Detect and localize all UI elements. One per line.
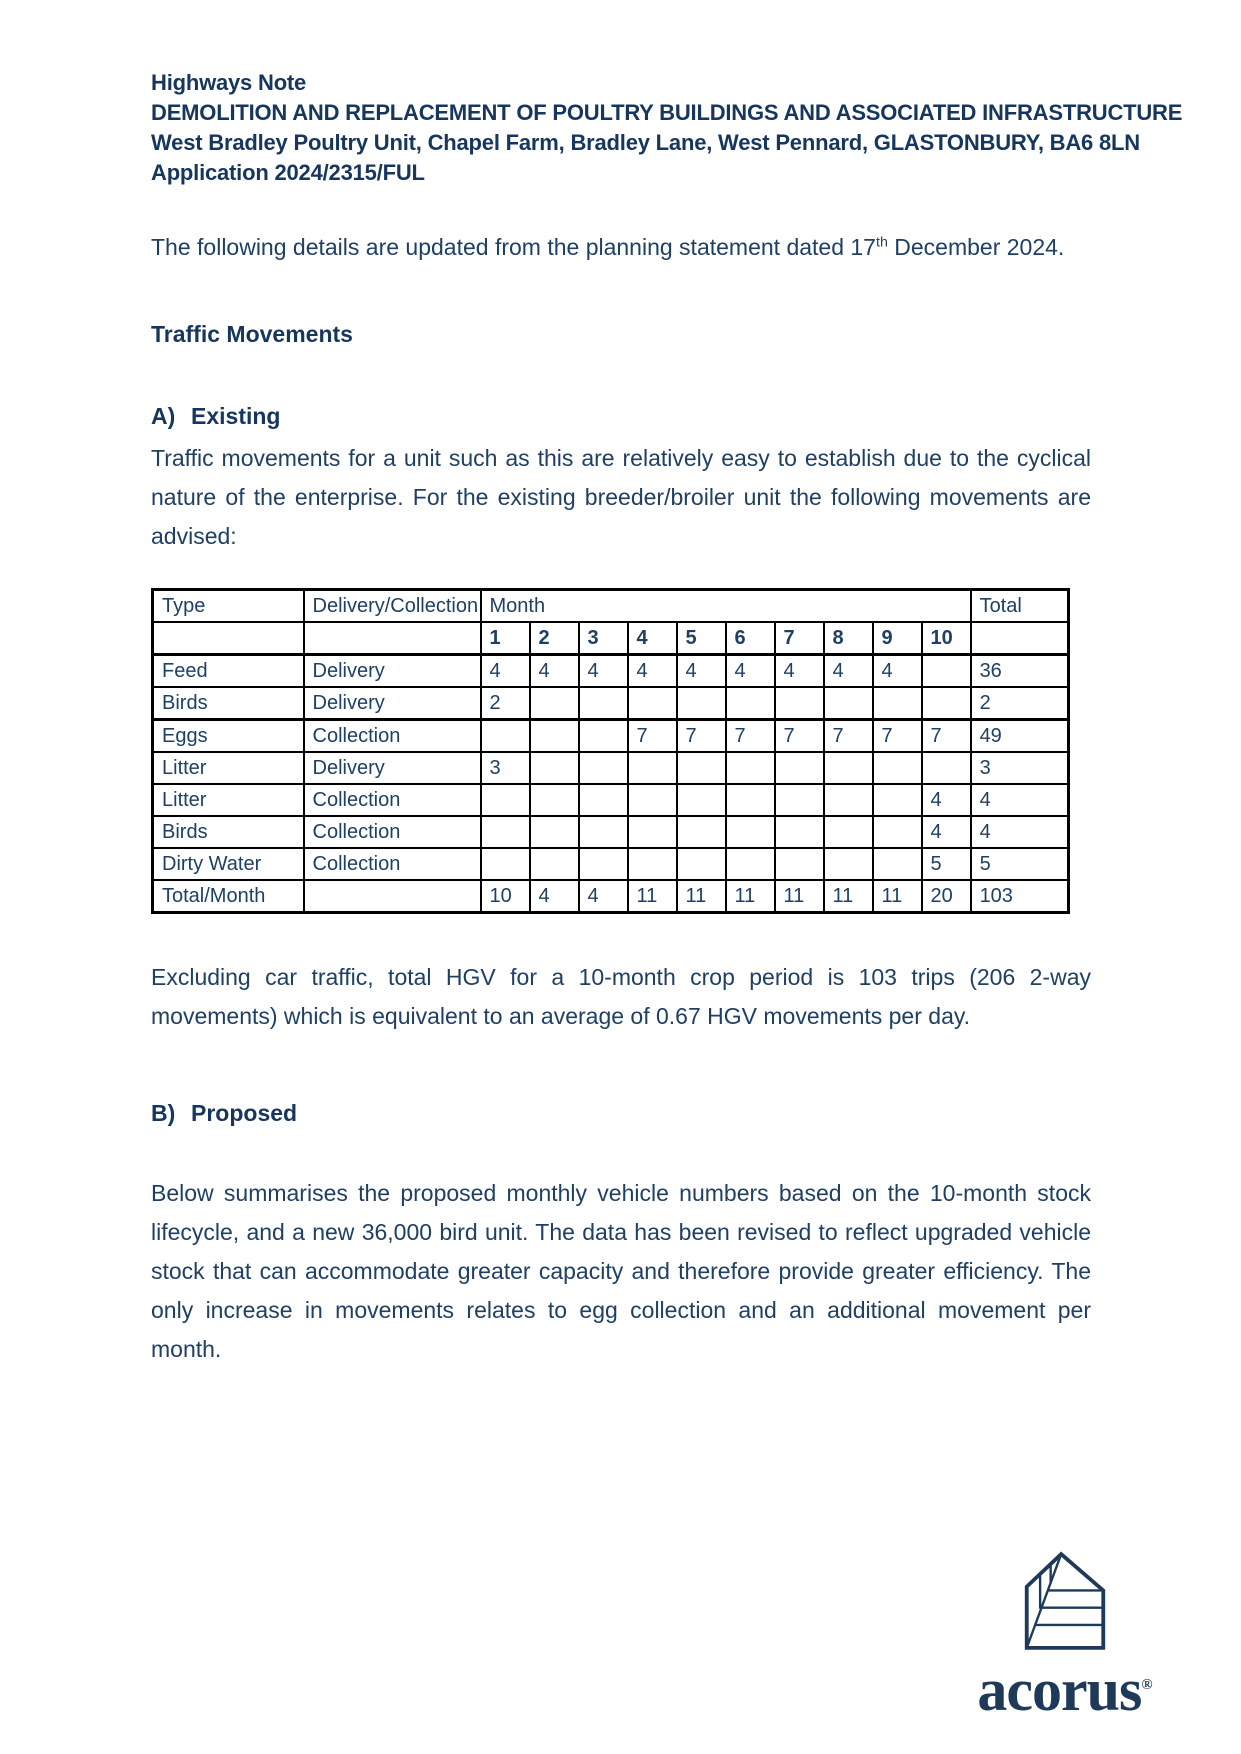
cell-month-value [530, 687, 579, 720]
cell-month-value: 11 [775, 880, 824, 913]
cell-month-value: 3 [481, 752, 530, 784]
table-row [153, 655, 1069, 688]
cell-total: 4 [971, 784, 1069, 816]
ordinal-superscript: th [875, 234, 888, 251]
cell-type: Birds [153, 816, 304, 848]
cell-month-value: 2 [481, 687, 530, 720]
cell-total: 5 [971, 848, 1069, 880]
cell-month-value [481, 720, 530, 753]
cell-month-value [775, 687, 824, 720]
month-number-header: 5 [677, 622, 726, 655]
cell-type: Birds [153, 687, 304, 720]
cell-month-value [530, 816, 579, 848]
site-address-line: West Bradley Poultry Unit, Chapel Farm, Bradley Lane, West Pennard, GLASTONBURY, BA6 8LN [151, 130, 1140, 155]
cell-month-value [677, 848, 726, 880]
cell-month-value: 4 [775, 655, 824, 688]
column-header-month: Month [481, 590, 971, 623]
intro-text-after: December 2024. [887, 234, 1065, 260]
cell-month-value [873, 752, 922, 784]
table-row [153, 816, 1069, 848]
cell-month-value: 4 [530, 880, 579, 913]
month-number-header: 7 [775, 622, 824, 655]
month-number-header: 4 [628, 622, 677, 655]
cell-month-value [873, 848, 922, 880]
cell-month-value [873, 687, 922, 720]
column-header-delivery-collection: Delivery/Collection [304, 590, 481, 623]
cell-month-value [922, 655, 971, 688]
cell-month-value [530, 720, 579, 753]
cell-delivery-collection [304, 880, 481, 913]
cell-month-value: 4 [922, 816, 971, 848]
acorus-logo-text [959, 1657, 1171, 1723]
cell-month-value: 11 [628, 880, 677, 913]
cell-month-value: 4 [873, 655, 922, 688]
table-row [153, 848, 1069, 880]
cell-month-value [579, 687, 628, 720]
subsection-title-existing: Existing [191, 403, 281, 429]
subsection-title-proposed: Proposed [191, 1100, 298, 1126]
cell-month-value [824, 687, 873, 720]
document-title: Highways Note [151, 70, 307, 95]
column-header-type: Type [153, 590, 304, 623]
cell-month-value: 5 [922, 848, 971, 880]
month-number-header: 9 [873, 622, 922, 655]
cell-month-value: 11 [873, 880, 922, 913]
table-row [153, 784, 1069, 816]
cell-delivery-collection: Collection [304, 816, 481, 848]
cell-month-value [873, 784, 922, 816]
cell-delivery-collection: Delivery [304, 752, 481, 784]
empty-header-cell [153, 622, 304, 655]
cell-total: 4 [971, 816, 1069, 848]
hgv-summary-paragraph: Excluding car traffic, total HGV for a 10-month crop period is 103 trips (206 2-way movements) which is equivalent to an average of 0.67 HGV movements per day. [151, 964, 1091, 1029]
cell-month-value [530, 784, 579, 816]
cell-month-value [579, 784, 628, 816]
cell-month-value [579, 752, 628, 784]
cell-delivery-collection: Collection [304, 720, 481, 753]
cell-month-value: 7 [824, 720, 873, 753]
cell-type: Litter [153, 784, 304, 816]
acorus-house-icon [1021, 1548, 1109, 1654]
table-row [153, 752, 1069, 784]
cell-delivery-collection: Collection [304, 848, 481, 880]
cell-month-value [922, 687, 971, 720]
cell-month-value: 20 [922, 880, 971, 913]
empty-header-cell [304, 622, 481, 655]
cell-total: 49 [971, 720, 1069, 753]
cell-type: Dirty Water [153, 848, 304, 880]
cell-month-value: 11 [824, 880, 873, 913]
intro-text-before: The following details are updated from the planning statement dated 17 [151, 234, 876, 260]
cell-month-value [824, 848, 873, 880]
month-number-header: 6 [726, 622, 775, 655]
document-header [151, 68, 1183, 188]
cell-month-value [579, 848, 628, 880]
cell-month-value: 7 [922, 720, 971, 753]
cell-delivery-collection: Delivery [304, 655, 481, 688]
cell-type: Litter [153, 752, 304, 784]
cell-month-value [579, 816, 628, 848]
cell-month-value [824, 752, 873, 784]
table-row [153, 880, 1069, 913]
cell-month-value: 4 [824, 655, 873, 688]
cell-month-value [873, 816, 922, 848]
cell-month-value [677, 687, 726, 720]
cell-month-value: 4 [579, 880, 628, 913]
cell-month-value: 7 [628, 720, 677, 753]
cell-month-value [481, 848, 530, 880]
cell-total: 36 [971, 655, 1069, 688]
column-header-total: Total [971, 590, 1069, 623]
intro-paragraph [151, 228, 1091, 267]
cell-month-value [579, 720, 628, 753]
cell-month-value [677, 752, 726, 784]
cell-month-value [481, 784, 530, 816]
application-number-line: Application 2024/2315/FUL [151, 160, 425, 185]
cell-month-value [726, 848, 775, 880]
cell-month-value [628, 848, 677, 880]
cell-month-value [628, 816, 677, 848]
month-number-header: 1 [481, 622, 530, 655]
cell-month-value [677, 784, 726, 816]
registered-trademark-icon: ® [1141, 1677, 1153, 1693]
month-number-header: 3 [579, 622, 628, 655]
cell-type: Feed [153, 655, 304, 688]
cell-total: 3 [971, 752, 1069, 784]
cell-month-value [775, 752, 824, 784]
subsection-heading-existing [151, 401, 1091, 431]
cell-type: Eggs [153, 720, 304, 753]
traffic-movements-table [151, 588, 1070, 914]
cell-delivery-collection: Collection [304, 784, 481, 816]
document-subtitle: DEMOLITION AND REPLACEMENT OF POULTRY BUILDINGS AND ASSOCIATED INFRASTRUCTURE [151, 100, 1183, 125]
cell-month-value [775, 784, 824, 816]
table-header-row [153, 590, 1069, 623]
month-number-header: 8 [824, 622, 873, 655]
table-month-numbers-row [153, 622, 1069, 655]
table-row [153, 720, 1069, 753]
empty-header-cell [971, 622, 1069, 655]
acorus-wordmark: acorus [977, 1657, 1142, 1723]
cell-month-value [726, 687, 775, 720]
cell-month-value: 4 [922, 784, 971, 816]
cell-month-value [726, 752, 775, 784]
cell-month-value: 10 [481, 880, 530, 913]
cell-month-value: 4 [579, 655, 628, 688]
cell-month-value: 4 [481, 655, 530, 688]
table-row [153, 687, 1069, 720]
month-number-header: 10 [922, 622, 971, 655]
cell-month-value: 4 [530, 655, 579, 688]
month-number-header: 2 [530, 622, 579, 655]
cell-month-value: 4 [677, 655, 726, 688]
cell-month-value: 4 [628, 655, 677, 688]
cell-month-value [628, 687, 677, 720]
cell-month-value [824, 784, 873, 816]
cell-type: Total/Month [153, 880, 304, 913]
cell-total: 2 [971, 687, 1069, 720]
cell-month-value [530, 752, 579, 784]
cell-month-value [726, 816, 775, 848]
cell-delivery-collection: Delivery [304, 687, 481, 720]
cell-month-value [775, 848, 824, 880]
cell-month-value: 7 [677, 720, 726, 753]
cell-month-value [824, 816, 873, 848]
cell-month-value: 7 [873, 720, 922, 753]
subsection-label-a: A) [151, 403, 176, 429]
cell-month-value: 4 [726, 655, 775, 688]
cell-month-value [481, 816, 530, 848]
existing-movements-paragraph: Traffic movements for a unit such as this are relatively easy to establish due to the cyclical nature of the enterprise. For the existing breeder/broiler unit the following movements are advised: [151, 445, 1091, 549]
cell-total: 103 [971, 880, 1069, 913]
cell-month-value [530, 848, 579, 880]
cell-month-value: 7 [775, 720, 824, 753]
proposed-paragraph: Below summarises the proposed monthly vehicle numbers based on the 10-month stock lifecycle, and a new 36,000 bird unit. The data has been revised to reflect upgraded vehicle stock that can accommodate greater capacity and therefore provide greater efficiency. The only increase in movements relates to egg collection and an additional movement per month. [151, 1180, 1091, 1362]
cell-month-value [775, 816, 824, 848]
subsection-label-b: B) [151, 1100, 176, 1126]
acorus-logo [959, 1548, 1171, 1723]
cell-month-value [628, 752, 677, 784]
cell-month-value [922, 752, 971, 784]
cell-month-value [726, 784, 775, 816]
cell-month-value [628, 784, 677, 816]
section-heading-traffic-movements: Traffic Movements [151, 321, 353, 347]
cell-month-value [677, 816, 726, 848]
cell-month-value: 11 [677, 880, 726, 913]
subsection-heading-proposed [151, 1098, 1091, 1128]
cell-month-value: 7 [726, 720, 775, 753]
cell-month-value: 11 [726, 880, 775, 913]
